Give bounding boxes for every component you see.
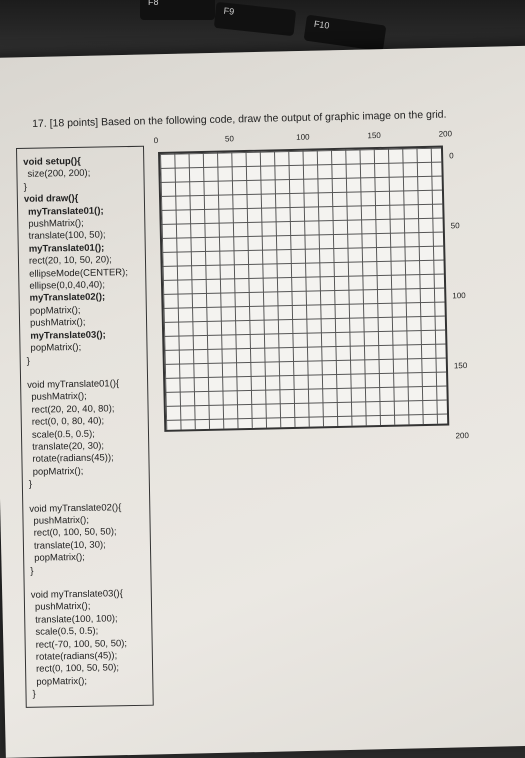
code-line: } (30, 565, 34, 577)
key-f10-label: F10 (313, 18, 331, 31)
question-text: 17. [18 points] Based on the following code, draw the output of graphic image on the grid. (32, 108, 447, 130)
code-line: } (23, 181, 27, 193)
code-line: } (26, 355, 30, 367)
code-line: pushMatrix(); (29, 317, 86, 330)
code-line: } (32, 688, 36, 701)
code-line: popMatrix(); (36, 675, 88, 688)
code-line: rotate(radians(45)); (35, 650, 118, 663)
code-line: popMatrix(); (34, 552, 85, 564)
code-line: rect(20, 20, 40, 80); (31, 403, 115, 416)
key-f10 (304, 15, 387, 52)
code-line: scale(0.5, 0.5); (35, 625, 99, 638)
key-f9 (214, 2, 296, 36)
y-tick-label: 0 (449, 151, 454, 161)
code-line: rotate(radians(45)); (32, 452, 114, 466)
x-tick-label: 0 (153, 135, 159, 146)
y-tick-label: 100 (452, 291, 466, 301)
code-line: void draw(){ (23, 193, 79, 206)
code-line: popMatrix(); (30, 341, 82, 354)
code-line: rect(0, 100, 50, 50); (33, 526, 117, 540)
drawing-grid[interactable] (158, 146, 449, 432)
code-line: void setup(){ (23, 155, 81, 168)
code-line: rect(-70, 100, 50, 50); (35, 637, 128, 651)
x-tick-label: 200 (438, 129, 453, 139)
x-tick-label: 50 (224, 134, 234, 144)
code-line: myTranslate01(); (28, 205, 104, 218)
code-line: pushMatrix(); (33, 514, 90, 527)
code-line: size(200, 200); (27, 168, 91, 181)
y-tick-label: 50 (450, 221, 460, 231)
code-line: rect(0, 0, 80, 40); (31, 415, 105, 428)
code-line: ellipseMode(CENTER); (29, 266, 129, 280)
drawing-grid-area (153, 129, 469, 441)
code-line: popMatrix(); (32, 465, 84, 478)
code-line: pushMatrix(); (34, 601, 91, 614)
code-line: translate(100, 100); (35, 613, 118, 626)
code-line: scale(0.5, 0.5); (31, 428, 95, 441)
code-line: void myTranslate01(){ (27, 378, 120, 391)
code-line: pushMatrix(); (28, 217, 84, 230)
code-line: popMatrix(); (29, 304, 81, 317)
code-line: rect(20, 10, 50, 20); (28, 254, 112, 268)
code-line: } (28, 478, 33, 490)
code-line: translate(20, 30); (32, 440, 105, 453)
y-tick-label: 150 (453, 361, 468, 371)
key-f8 (140, 0, 215, 20)
code-listing (16, 146, 154, 708)
code-line: ellipse(0,0,40,40); (29, 279, 106, 292)
code-line: void myTranslate02(){ (29, 501, 122, 515)
code-line: void myTranslate03(){ (30, 588, 123, 601)
y-tick-label: 200 (455, 431, 469, 441)
x-tick-label: 100 (296, 132, 310, 142)
key-f9-label: F9 (223, 5, 235, 17)
x-tick-label: 150 (367, 130, 381, 141)
code-line: pushMatrix(); (31, 391, 87, 404)
code-line: myTranslate02(); (29, 291, 106, 305)
code-line: myTranslate03(); (30, 329, 106, 342)
key-f8-label: F8 (148, 0, 159, 7)
code-line: myTranslate01(); (28, 242, 105, 255)
code-line: translate(100, 50); (28, 229, 106, 243)
code-line: translate(10, 30); (33, 539, 106, 552)
code-line: rect(0, 100, 50, 50); (36, 662, 120, 676)
